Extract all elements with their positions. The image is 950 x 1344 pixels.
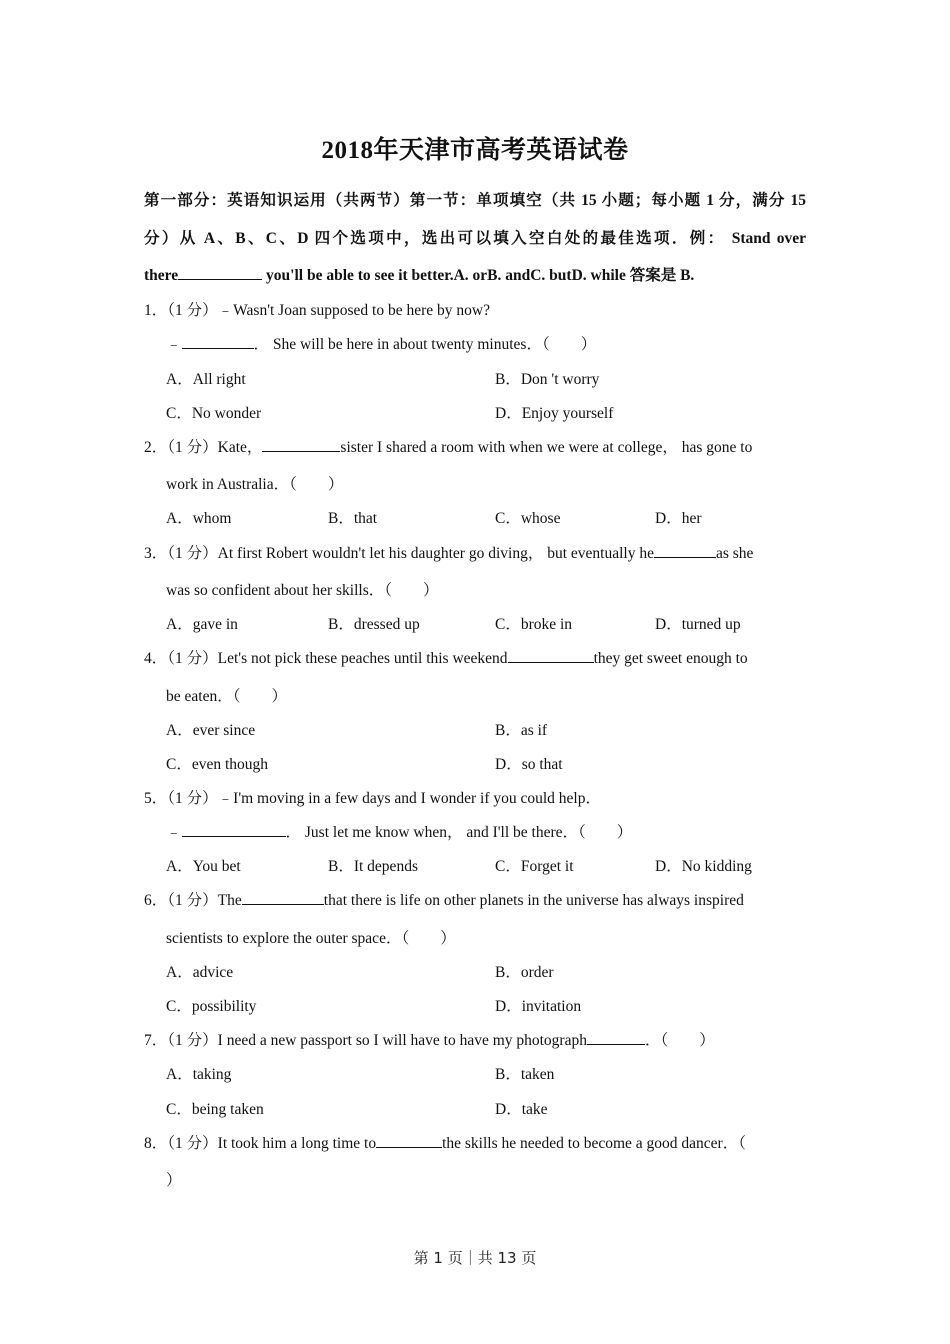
intro-line-3-end: you'll be able to see it better.A. orB. andC. butD. while 答案是 B. <box>262 267 695 284</box>
question-number: 8． <box>144 1135 168 1152</box>
question-score: （1 分） <box>167 650 218 667</box>
option-c: C．No wonder <box>166 405 262 422</box>
option-b: B．dressed up <box>328 616 420 633</box>
answer-blank <box>587 1030 645 1045</box>
question-8-line-2: ） <box>166 1172 182 1189</box>
option-d: D．turned up <box>655 616 741 633</box>
question-4 <box>144 646 806 668</box>
intro-line-2: 分）从 A、B、C、D 四个选项中，选出可以填入空白处的最佳选项．例： Stand over <box>144 230 806 247</box>
question-text: the skills he needed to become a good dancer．（ <box>442 1135 746 1152</box>
option-d: D．invitation <box>495 998 582 1015</box>
dash: ﹣ <box>166 336 182 353</box>
question-number: 5． <box>144 790 168 807</box>
question-score: （1 分） <box>167 892 218 909</box>
answer-blank <box>242 890 324 905</box>
question-score: （1 分） <box>167 790 218 807</box>
option-c: C．Forget it <box>495 858 574 875</box>
question-6-line-2: scientists to explore the outer space．（ ） <box>166 930 456 947</box>
option-b: B．taken <box>495 1066 555 1083</box>
question-5 <box>144 786 806 808</box>
answer-blank <box>262 437 340 452</box>
option-d: D．No kidding <box>655 858 752 875</box>
question-score: （1 分） <box>167 1135 218 1152</box>
question-score: （1 分） <box>167 302 218 319</box>
option-c: C．possibility <box>166 998 257 1015</box>
option-d: D．Enjoy yourself <box>495 405 614 422</box>
question-8 <box>144 1131 806 1153</box>
option-d: D．take <box>495 1101 548 1118</box>
dash: ﹣ <box>166 824 182 841</box>
option-b: B．order <box>495 964 554 981</box>
question-text: At first Robert wouldn't let his daughter go diving， but eventually he <box>217 545 654 562</box>
question-text: ． She will be here in about twenty minutes．（ ） <box>253 336 597 353</box>
question-text: ﹣I'm moving in a few days and I wonder if you could help． <box>217 790 601 807</box>
question-text: ．（ ） <box>644 1032 715 1049</box>
intro-line-3 <box>144 263 806 285</box>
page-footer: 第 1 页｜共 13 页 <box>413 1249 537 1267</box>
question-2-line-2: work in Australia．（ ） <box>166 476 344 493</box>
option-a: A．advice <box>166 964 234 981</box>
question-text: The <box>217 892 242 909</box>
question-number: 1． <box>144 302 168 319</box>
option-c: C．broke in <box>495 616 573 633</box>
question-number: 6． <box>144 892 168 909</box>
answer-blank <box>654 543 716 558</box>
page-title: 2018年天津市高考英语试卷 <box>321 137 629 164</box>
option-a: A．whom <box>166 510 232 527</box>
question-text: ﹣Wasn't Joan supposed to be here by now? <box>217 302 490 319</box>
option-b: B．that <box>328 510 378 527</box>
question-5-line-2 <box>166 820 632 842</box>
question-number: 4． <box>144 650 168 667</box>
question-score: （1 分） <box>167 1032 218 1049</box>
option-c: C．even though <box>166 756 269 773</box>
option-a: A．You bet <box>166 858 241 875</box>
question-text: that there is life on other planets in the universe has always inspired <box>323 892 744 909</box>
answer-blank <box>508 648 594 663</box>
option-a: A．All right <box>166 371 246 388</box>
question-4-line-2: be eaten．（ ） <box>166 688 287 705</box>
intro-line-1: 第一部分：英语知识运用（共两节）第一节：单项填空（共 15 小题；每小题 1 分，满分 15 <box>144 192 806 209</box>
question-score: （1 分） <box>167 545 218 562</box>
question-text: Kate， <box>217 439 263 456</box>
intro-line-3-start: there <box>144 267 179 284</box>
question-3 <box>144 541 806 563</box>
option-b: B．as if <box>495 722 548 739</box>
question-number: 3． <box>144 545 168 562</box>
question-text: I need a new passport so I will have to have my photograph <box>217 1032 587 1049</box>
option-d: D．so that <box>495 756 563 773</box>
answer-blank <box>182 334 254 349</box>
option-c: C．whose <box>495 510 561 527</box>
question-3-line-2: was so confident about her skills．（ ） <box>166 582 439 599</box>
question-text: Let's not pick these peaches until this weekend <box>217 650 508 667</box>
question-text: sister I shared a room with when we were at college， has gone to <box>340 439 753 456</box>
option-a: A．ever since <box>166 722 256 739</box>
question-2 <box>144 435 806 457</box>
option-a: A．gave in <box>166 616 238 633</box>
question-text: It took him a long time to <box>217 1135 377 1152</box>
question-text: they get sweet enough to <box>593 650 748 667</box>
question-text: as she <box>715 545 754 562</box>
question-number: 7． <box>144 1032 168 1049</box>
question-6 <box>144 888 806 910</box>
example-blank <box>178 265 262 280</box>
question-7 <box>144 1028 806 1050</box>
question-text: ． Just let me know when， and I'll be there．（ ） <box>285 824 633 841</box>
option-c: C．being taken <box>166 1101 264 1118</box>
question-score: （1 分） <box>167 439 218 456</box>
question-number: 2． <box>144 439 168 456</box>
question-1-line-2 <box>166 332 596 354</box>
option-b: B．Don 't worry <box>495 371 600 388</box>
answer-blank <box>376 1133 442 1148</box>
option-b: B．It depends <box>328 858 418 875</box>
answer-blank <box>182 822 286 837</box>
option-a: A．taking <box>166 1066 232 1083</box>
question-1 <box>144 298 806 320</box>
option-d: D．her <box>655 510 702 527</box>
